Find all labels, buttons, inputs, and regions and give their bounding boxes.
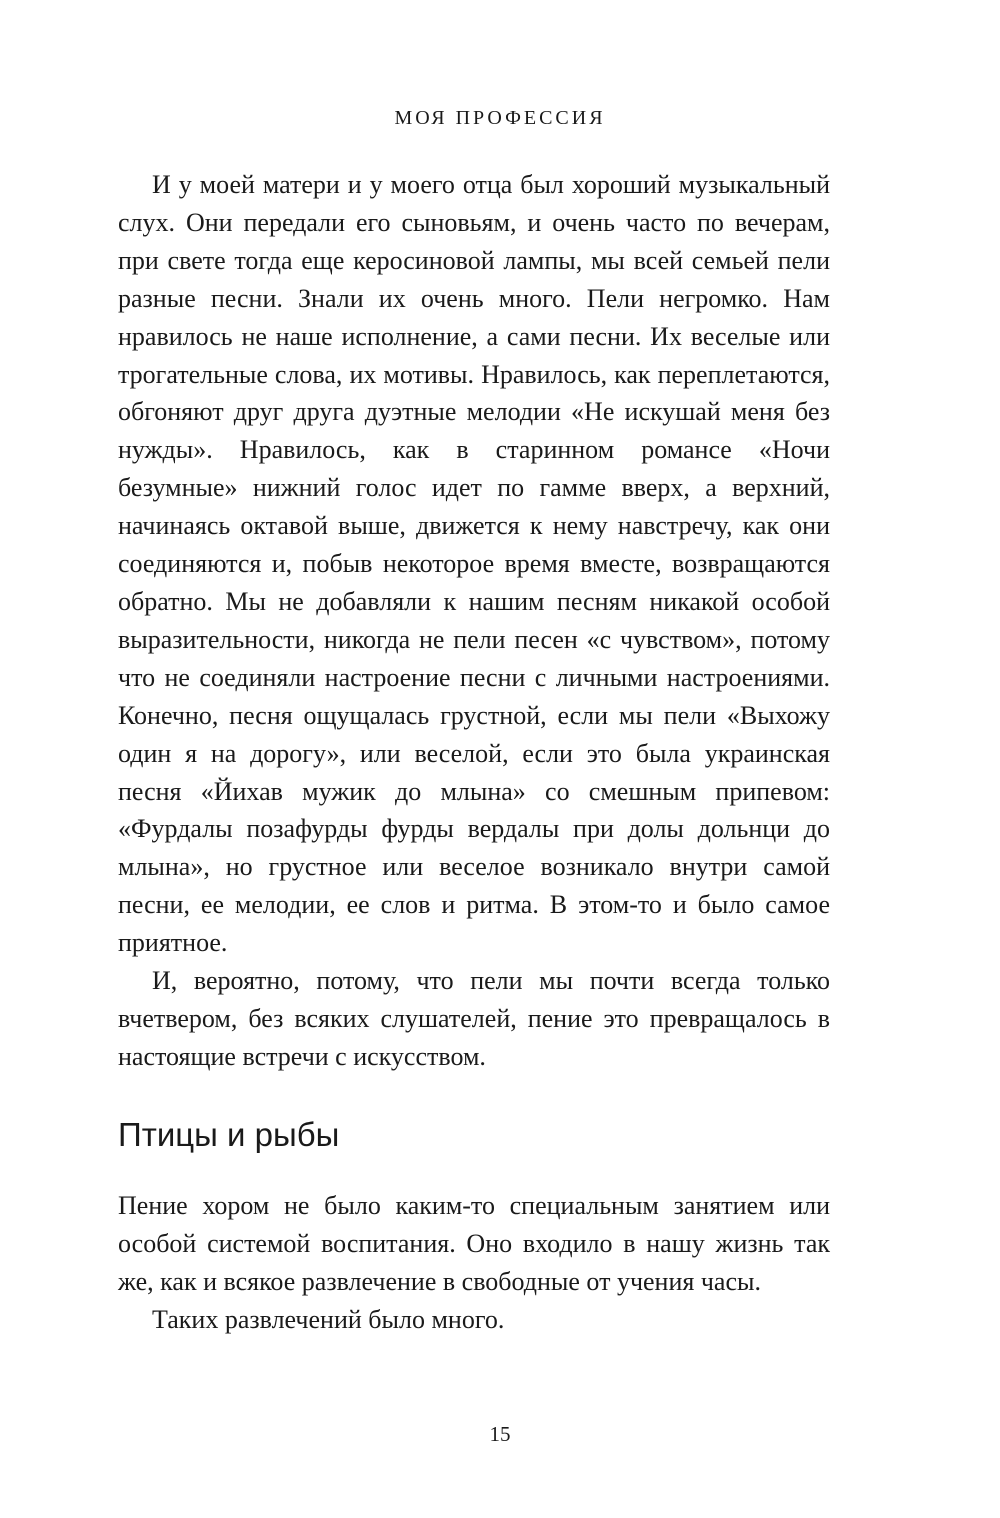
paragraph: Таких развлечений было много. — [152, 1305, 505, 1334]
section-text — [118, 1187, 830, 1339]
chapter-text — [118, 166, 830, 1076]
section-title: Птицы и рыбы — [118, 1116, 340, 1153]
page-number: 15 — [489, 1422, 511, 1446]
paragraph: И, вероятно, потому, что пели мы почти всегда только вчетвером, без всяких слушателей, пение это превращалось в настоящие встречи с искусством. — [118, 966, 830, 1071]
paragraph: И у моей матери и у моего отца был хороший музыкальный слух. Они передали его сыновьям, и очень часто по вечерам, при свете тогда еще керосиновой лампы, мы всей семьей пели разные песни. Знали их очень много. Пели негромко. Нам нравилось не наше исполнение, а сами песни. Их веселые или трогательные слова, их мотивы. Нравилось, как переплетаются, обгоняют друг друга дуэтные мелодии «Не искушай меня без нужды». Нравилось, как в старинном романсе «Ночи безумные» нижний голос идет по гамме вверх, а верхний, начинаясь октавой выше, движется к нему навстречу, как они соединяются и, побыв некоторое время вместе, возвращаются обратно. Мы не добавляли к нашим песням никакой особой выразительности, никогда не пели песен «с чувством», потому что не соединяли настроение песни с личными настроениями. Конечно, песня ощущалась грустной, если мы пели «Выхожу один я на дорогу», или веселой, если это была украинская песня «Йихав мужик до млына» со смешным припевом: «Фурдалы позафурды фурды вердалы при долы дольнци до млына», но грустное или веселое возникало внутри самой песни, ее мелодии, ее слов и ритма. В этом-то и было самое приятное. — [118, 170, 830, 958]
paragraph: Пение хором не было каким-то специальным занятием или особой системой воспитания. Оно входило в нашу жизнь так же, как и всякое развлечение в свободные от учения часы. — [118, 1191, 830, 1296]
running-head: МОЯ ПРОФЕССИЯ — [394, 107, 606, 129]
